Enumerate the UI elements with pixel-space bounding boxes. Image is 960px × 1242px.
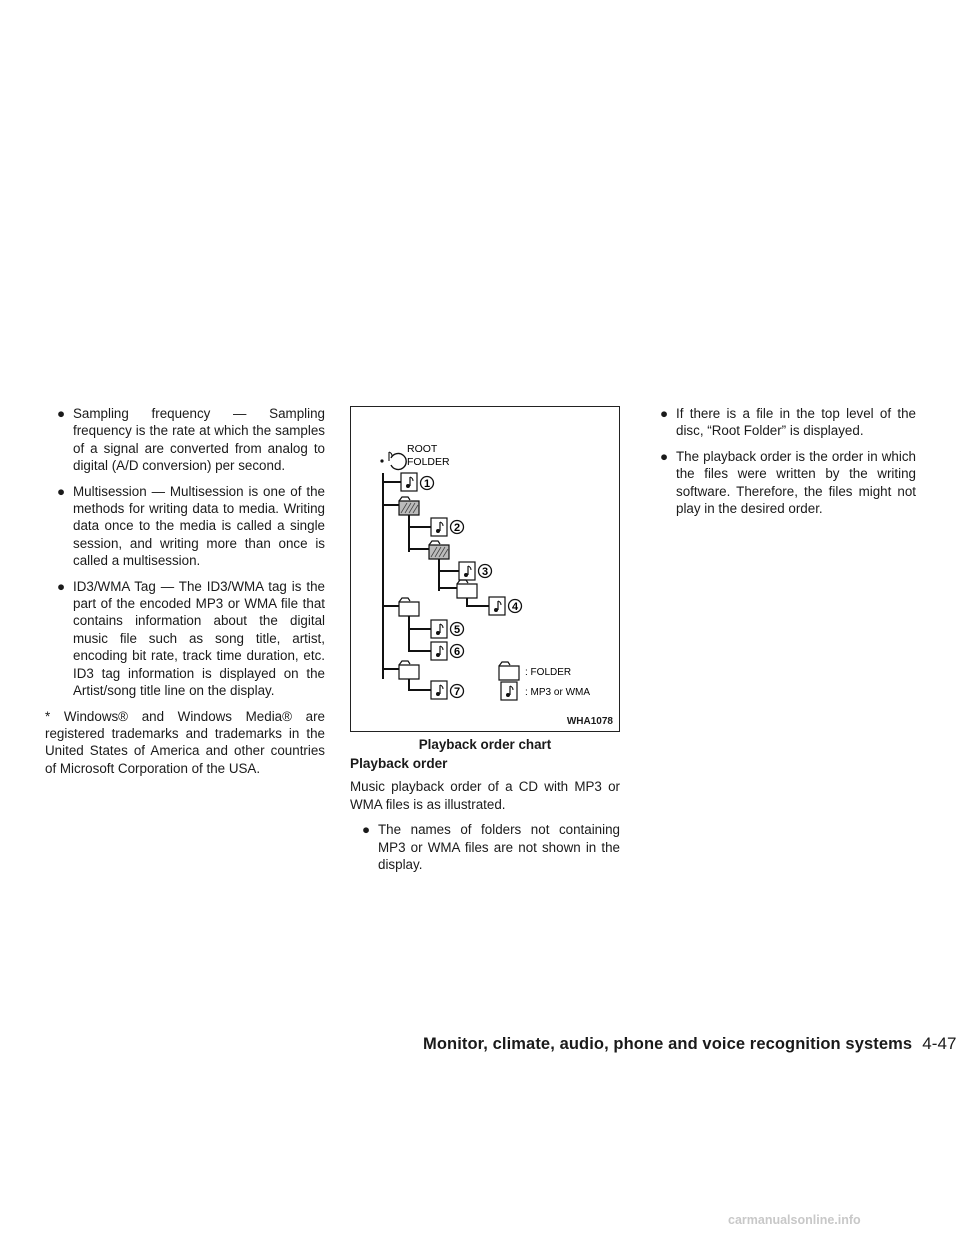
bullet-multisession: [57, 483, 325, 570]
page-number: 4-47: [922, 1034, 957, 1053]
bullet-text: If there is a file in the top level of the disc, “Root Folder” is displayed.: [676, 406, 916, 439]
bullet-mark: ●: [362, 822, 371, 838]
playback-paragraph: Music playback order of a CD with MP3 or WMA files is as illustrated.: [350, 779, 620, 812]
section-title: Monitor, climate, audio, phone and voice recognition systems: [423, 1035, 913, 1053]
legend-file-label: : MP3 or WMA: [525, 687, 591, 698]
bullet-mark: ●: [660, 448, 669, 464]
bullet-mark: ●: [57, 406, 66, 421]
figure-caption: Playback order chart: [418, 737, 552, 752]
legend-folder-icon: [499, 662, 519, 680]
folder-icon: [399, 661, 419, 679]
bullet-mark: ●: [660, 406, 669, 421]
root-label-line1: ROOT: [407, 443, 438, 455]
bullet-playback-order: [660, 448, 916, 518]
bullet-mark: ●: [57, 483, 66, 499]
folder-hidden-icon: [429, 541, 449, 559]
bullet-mark: ●: [57, 578, 66, 594]
track-number-1: 1: [423, 478, 431, 490]
right-column: [648, 405, 916, 525]
root-label-line2: FOLDER: [407, 456, 450, 468]
legend-folder-label: : FOLDER: [525, 667, 572, 678]
folder-tree-diagram: [351, 407, 619, 731]
file-icon: [431, 518, 447, 536]
folder-icon: [399, 598, 419, 616]
bullet-text: Multisession — Multisession is one of the methods for writing data to media. Writing data once to the media is called a single session, and writing more than once is called a multisession.: [73, 483, 325, 569]
track-number-7: 7: [453, 686, 461, 698]
file-icon: [489, 597, 505, 615]
middle-column: [350, 755, 620, 881]
track-number-4: 4: [511, 601, 519, 613]
file-icon: [431, 681, 447, 699]
bullet-folder-names: [362, 821, 620, 873]
bullet-text: The playback order is the order in which the files were written by the writing software. Therefore, the files might not play in the desired order.: [676, 448, 916, 517]
bullet-text: ID3/WMA Tag — The ID3/WMA tag is the part of the encoded MP3 or WMA file that contains information about the digital music file such as song title, artist, encoding bit rate, track time duration, etc. ID3 tag information is displayed on the Artist/song title line on the display.: [73, 578, 325, 699]
file-icon: [459, 562, 475, 580]
file-icon: [431, 620, 447, 638]
folder-hidden-icon: [399, 497, 419, 515]
track-number-6: 6: [453, 646, 461, 658]
figure-code: WHA1078: [566, 716, 613, 727]
file-icon: [431, 642, 447, 660]
folder-icon: [457, 580, 477, 598]
bullet-root-folder: [660, 405, 916, 440]
bullet-text: Sampling frequency — Sampling frequency is the rate at which the samples of a signal are converted from analog to digital (A/D conversion) per second.: [73, 406, 325, 474]
playback-order-figure: [350, 406, 620, 732]
trademark-note: * Windows® and Windows Media® are registered trademarks and trademarks in the United States of America and other countries of Microsoft Corporation of the USA.: [45, 708, 325, 776]
bullet-sampling-frequency: [57, 405, 325, 475]
watermark: carmanualsonline.info: [728, 1213, 861, 1227]
section-heading: Playback order: [350, 756, 448, 771]
left-column: [45, 405, 325, 785]
page-footer: [423, 1034, 957, 1054]
track-number-5: 5: [453, 624, 461, 636]
track-number-3: 3: [481, 566, 489, 578]
bullet-id3-wma-tag: [57, 578, 325, 700]
file-icon: [401, 473, 417, 491]
bullet-text: The names of folders not containing MP3 or WMA files are not shown in the display.: [378, 822, 620, 873]
root-disc-icon: [380, 452, 406, 470]
legend-file-icon: [501, 682, 517, 700]
track-number-2: 2: [453, 522, 461, 534]
